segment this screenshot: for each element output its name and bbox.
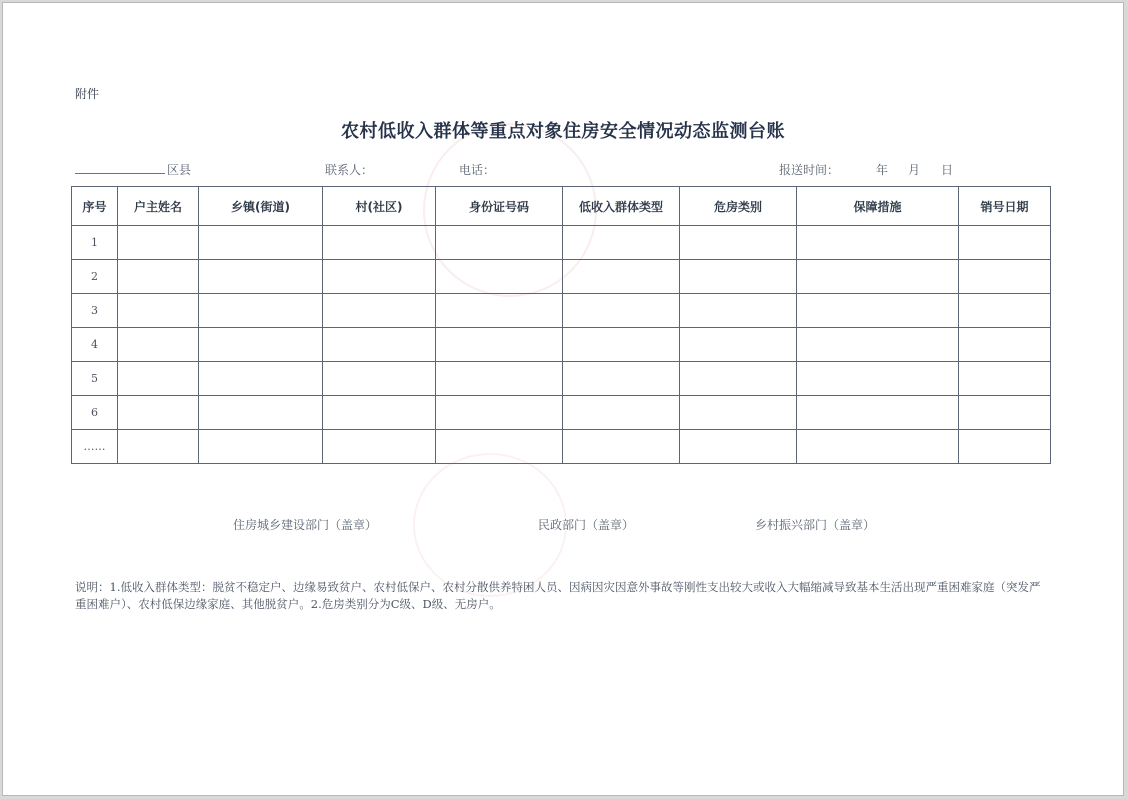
- table-cell: [118, 362, 199, 396]
- row-serial: 4: [72, 328, 118, 362]
- year-label: 年: [876, 163, 889, 177]
- table-row: [72, 328, 1051, 362]
- document-title: 农村低收入群体等重点对象住房安全情况动态监测台账: [341, 121, 785, 142]
- table-cell: [680, 260, 797, 294]
- table-cell: [436, 328, 563, 362]
- table-cell: [199, 226, 323, 260]
- table-cell: [199, 430, 323, 464]
- table-cell: [959, 362, 1051, 396]
- table-cell: [118, 396, 199, 430]
- table-cell: [797, 362, 959, 396]
- table-cell: [118, 260, 199, 294]
- table-cell: [959, 260, 1051, 294]
- table-cell: [563, 362, 680, 396]
- day-label: 日: [941, 163, 954, 177]
- table-cell: [436, 430, 563, 464]
- table-cell: [436, 362, 563, 396]
- table-cell: [436, 396, 563, 430]
- table-cell: [323, 226, 436, 260]
- table-cell: [959, 430, 1051, 464]
- monitoring-ledger-table: [71, 186, 1051, 464]
- table-cell: [797, 328, 959, 362]
- table-row: [72, 294, 1051, 328]
- table-cell: [563, 260, 680, 294]
- table-cell: [797, 294, 959, 328]
- table-cell: [959, 294, 1051, 328]
- table-row: [72, 260, 1051, 294]
- header-householder-name: 户主姓名: [118, 187, 199, 226]
- table-cell: [959, 328, 1051, 362]
- table-cell: [680, 396, 797, 430]
- civil-affairs-seal: 民政部门（盖章）: [538, 518, 635, 532]
- table-cell: [199, 328, 323, 362]
- table-cell: [118, 328, 199, 362]
- table-header-row: [72, 187, 1051, 226]
- table-row: [72, 362, 1051, 396]
- row-serial: 5: [72, 362, 118, 396]
- header-village: 村(社区): [323, 187, 436, 226]
- row-serial: 2: [72, 260, 118, 294]
- table-row: [72, 430, 1051, 464]
- table-cell: [563, 430, 680, 464]
- table-cell: [436, 226, 563, 260]
- header-cancellation-date: 销号日期: [959, 187, 1051, 226]
- header-dangerous-house-category: 危房类别: [680, 187, 797, 226]
- table-cell: [436, 260, 563, 294]
- explanatory-note: 说明：1.低收入群体类型：脱贫不稳定户、边缘易致贫户、农村低保户、农村分散供养特困人员、因病因灾因意外事故等刚性支出较大或收入大幅缩减导致基本生活出现严重困难家庭（突发严重困难户）、农村低保边缘家庭、其他脱贫户。2.危房类别分为C级、D级、无房户。: [75, 580, 1041, 611]
- report-time-label: 报送时间：: [779, 163, 840, 177]
- table-cell: [797, 396, 959, 430]
- table-cell: [797, 226, 959, 260]
- table-cell: [563, 396, 680, 430]
- contact-label: 联系人：: [325, 163, 374, 177]
- table-cell: [959, 396, 1051, 430]
- table-cell: [563, 328, 680, 362]
- header-id-number: 身份证号码: [436, 187, 563, 226]
- header-low-income-type: 低收入群体类型: [563, 187, 680, 226]
- header-safeguard-measures: 保障措施: [797, 187, 959, 226]
- table-cell: [436, 294, 563, 328]
- row-serial: ……: [72, 430, 118, 464]
- table-cell: [680, 362, 797, 396]
- table-cell: [797, 260, 959, 294]
- district-blank: [75, 161, 165, 174]
- table-cell: [323, 328, 436, 362]
- header-serial-number: 序号: [72, 187, 118, 226]
- rural-revitalization-seal: 乡村振兴部门（盖章）: [755, 518, 876, 532]
- table-cell: [959, 226, 1051, 260]
- table-cell: [680, 328, 797, 362]
- table-cell: [680, 226, 797, 260]
- table-cell: [797, 430, 959, 464]
- header-township: 乡镇(街道): [199, 187, 323, 226]
- table-cell: [323, 396, 436, 430]
- row-serial: 3: [72, 294, 118, 328]
- table-cell: [563, 226, 680, 260]
- row-serial: 1: [72, 226, 118, 260]
- table-cell: [199, 396, 323, 430]
- table-row: [72, 396, 1051, 430]
- district-label: 区县: [167, 163, 192, 177]
- attachment-label: 附件: [75, 87, 100, 101]
- table-cell: [199, 294, 323, 328]
- district-field: [75, 161, 191, 179]
- table-cell: [680, 294, 797, 328]
- table-cell: [323, 294, 436, 328]
- table-cell: [199, 362, 323, 396]
- table-cell: [118, 430, 199, 464]
- table-cell: [199, 260, 323, 294]
- housing-dept-seal: 住房城乡建设部门（盖章）: [233, 518, 378, 532]
- table-cell: [563, 294, 680, 328]
- table-row: [72, 226, 1051, 260]
- table-cell: [118, 294, 199, 328]
- table-cell: [323, 260, 436, 294]
- month-label: 月: [908, 163, 921, 177]
- phone-label: 电话：: [459, 163, 496, 177]
- table-cell: [323, 430, 436, 464]
- table-cell: [118, 226, 199, 260]
- table-cell: [323, 362, 436, 396]
- row-serial: 6: [72, 396, 118, 430]
- table-cell: [680, 430, 797, 464]
- document-page: [2, 2, 1124, 796]
